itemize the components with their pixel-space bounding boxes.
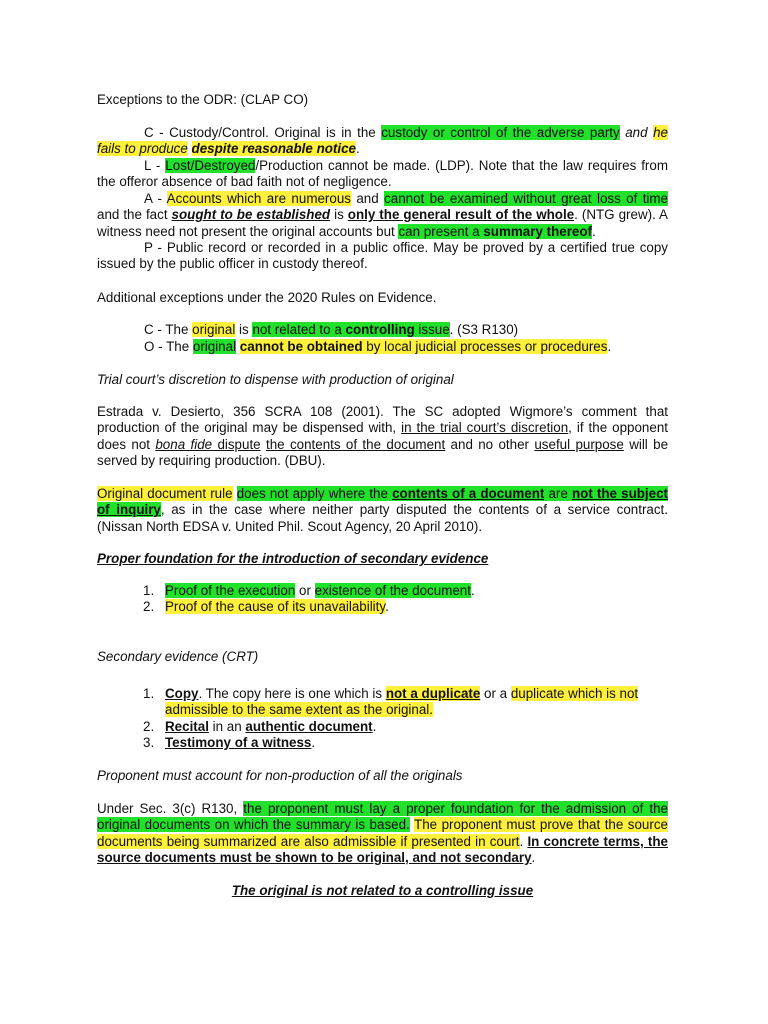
highlight: not the subject of inquiry (97, 486, 669, 518)
text: and the fact (97, 207, 172, 223)
highlight: The proponent must prove that the source documents being summarized are also admissible if presented in court (97, 817, 668, 849)
highlight: Original document rule (97, 486, 233, 501)
list-number: 3. (143, 734, 155, 750)
list-number: 1. (143, 583, 155, 598)
list-item (97, 599, 668, 615)
text: or (295, 583, 315, 598)
highlight: does not apply where the (236, 486, 393, 501)
list-item (97, 719, 668, 735)
text: or a (480, 686, 511, 701)
text: and (350, 191, 385, 206)
emphasis: Copy (165, 686, 199, 701)
text: . (311, 734, 316, 750)
text: . (519, 833, 528, 849)
highlight: controlling (345, 322, 415, 337)
text: . (607, 339, 612, 354)
list-number: 1. (143, 686, 155, 701)
text: and no other (445, 436, 535, 452)
emphasis: dispute (212, 436, 261, 452)
highlight: Proof of the execution (165, 583, 296, 598)
emphasis: authentic document (245, 718, 373, 734)
exception-custody-control (97, 125, 668, 158)
emphasis: in the trial court’s discretion (401, 420, 569, 436)
text: Estrada v. Desierto, 356 SCRA 108 (2001). The SC adopted Wigmore’s comment that production of the original may be dispensed with, (97, 404, 668, 436)
emphasis: only the general result of the whole (347, 207, 575, 223)
list-number: 2. (143, 718, 155, 734)
text: and (625, 125, 648, 140)
text: . The copy here is one which is (198, 686, 386, 701)
highlight: by local judicial processes or procedures (362, 339, 608, 354)
text: A - (144, 191, 167, 206)
proponent-heading: Proponent must account for non-production of all the originals (97, 768, 463, 783)
text: L - (144, 158, 166, 173)
text: is (330, 207, 348, 223)
emphasis: the contents of the document (265, 436, 446, 452)
text: O - The (144, 339, 193, 354)
highlight: he fails to produce (97, 125, 668, 157)
list-number: 2. (143, 599, 155, 615)
text: Under Sec. 3(c) R130, (97, 801, 244, 816)
emphasis: bona fide (155, 436, 213, 452)
emphasis: In concrete terms, the source documents must be shown to be original, and not secondary (97, 833, 668, 865)
foundation-heading: Proper foundation for the introduction of secondary evidence (97, 551, 489, 566)
text: P - Public record or recorded in a public office. May be proved by a certified true copy issued by the public officer in custody thereof. (97, 240, 668, 272)
highlight: not a duplicate (385, 686, 481, 701)
list-item (97, 686, 668, 719)
exception-public-record (97, 240, 668, 273)
additional-exception-c (97, 322, 668, 338)
nissan-paragraph (97, 486, 668, 535)
text: . (531, 849, 536, 865)
estrada-paragraph (97, 404, 668, 469)
list-item (97, 735, 668, 751)
highlight: cannot be obtained (239, 339, 363, 354)
highlight: summary thereof (483, 223, 593, 239)
exception-accounts (97, 191, 668, 240)
text: . (470, 583, 475, 598)
highlight: original (192, 322, 236, 337)
highlight: contents of a document (392, 486, 545, 501)
foundation-list (97, 583, 668, 616)
text: is (235, 322, 253, 337)
text: C - The (144, 322, 193, 337)
additional-exception-o (97, 339, 668, 355)
highlight: custody or control of the adverse party (381, 125, 620, 140)
text: . (NTG grew). A witness need not present the original accounts but (97, 207, 668, 239)
highlight: Proof of the cause of its unavailability (165, 599, 386, 615)
text: /Production cannot be made. (LDP). Note that the law requires from the offeror absence of bad faith not of negligence. (97, 158, 668, 190)
highlight: not related to a (252, 322, 346, 337)
footer-heading: The original is not related to a controlling issue (231, 883, 534, 898)
exception-lost-destroyed (97, 158, 668, 191)
highlight: issue (414, 322, 450, 337)
highlight: Lost/Destroyed (165, 158, 256, 173)
text: . (592, 223, 596, 239)
emphasis: Recital (165, 718, 209, 734)
highlight: existence of the document (314, 583, 471, 598)
secondary-evidence-list (97, 686, 668, 751)
emphasis: Testimony of a witness (165, 734, 312, 750)
highlight: despite reasonable notice (191, 141, 357, 157)
highlight: the proponent must lay a proper foundation for the admission of the original documents on which the summary is based. (97, 801, 668, 833)
text: . (S3 R130) (449, 322, 519, 337)
highlight: cannot be examined without great loss of time (384, 191, 668, 206)
text: , if the opponent does not (97, 420, 668, 452)
highlight: are (544, 486, 572, 501)
text: C - Custody/Control. Original is in the (144, 125, 382, 140)
text: in an (208, 718, 246, 734)
additional-heading: Additional exceptions under the 2020 Rules on Evidence. (97, 290, 437, 305)
text: . (385, 599, 389, 615)
exceptions-heading: Exceptions to the ODR: (CLAP CO) (97, 92, 309, 107)
emphasis: useful purpose (534, 436, 624, 452)
highlight: duplicate which is not admissible to the same extent as the original. (165, 686, 639, 718)
highlight: original (192, 339, 237, 354)
secondary-evidence-heading: Secondary evidence (CRT) (97, 649, 259, 664)
text: , as in the case where neither party disputed the contents of a service contract. (Nissan North EDSA v. United Phil. Scout Agency, 20 April 2010). (97, 502, 668, 534)
text: . (356, 141, 360, 157)
emphasis: sought to be established (171, 207, 331, 223)
list-item (97, 583, 668, 599)
trial-discretion-heading: Trial court’s discretion to dispense with production of original (97, 372, 454, 387)
highlight: can present a (398, 223, 484, 239)
text: . (372, 718, 377, 734)
text (188, 141, 192, 156)
highlight: Accounts which are numerous (166, 191, 351, 206)
proponent-paragraph (97, 801, 668, 866)
text: will be served by requiring production. (DBU). (97, 436, 669, 468)
